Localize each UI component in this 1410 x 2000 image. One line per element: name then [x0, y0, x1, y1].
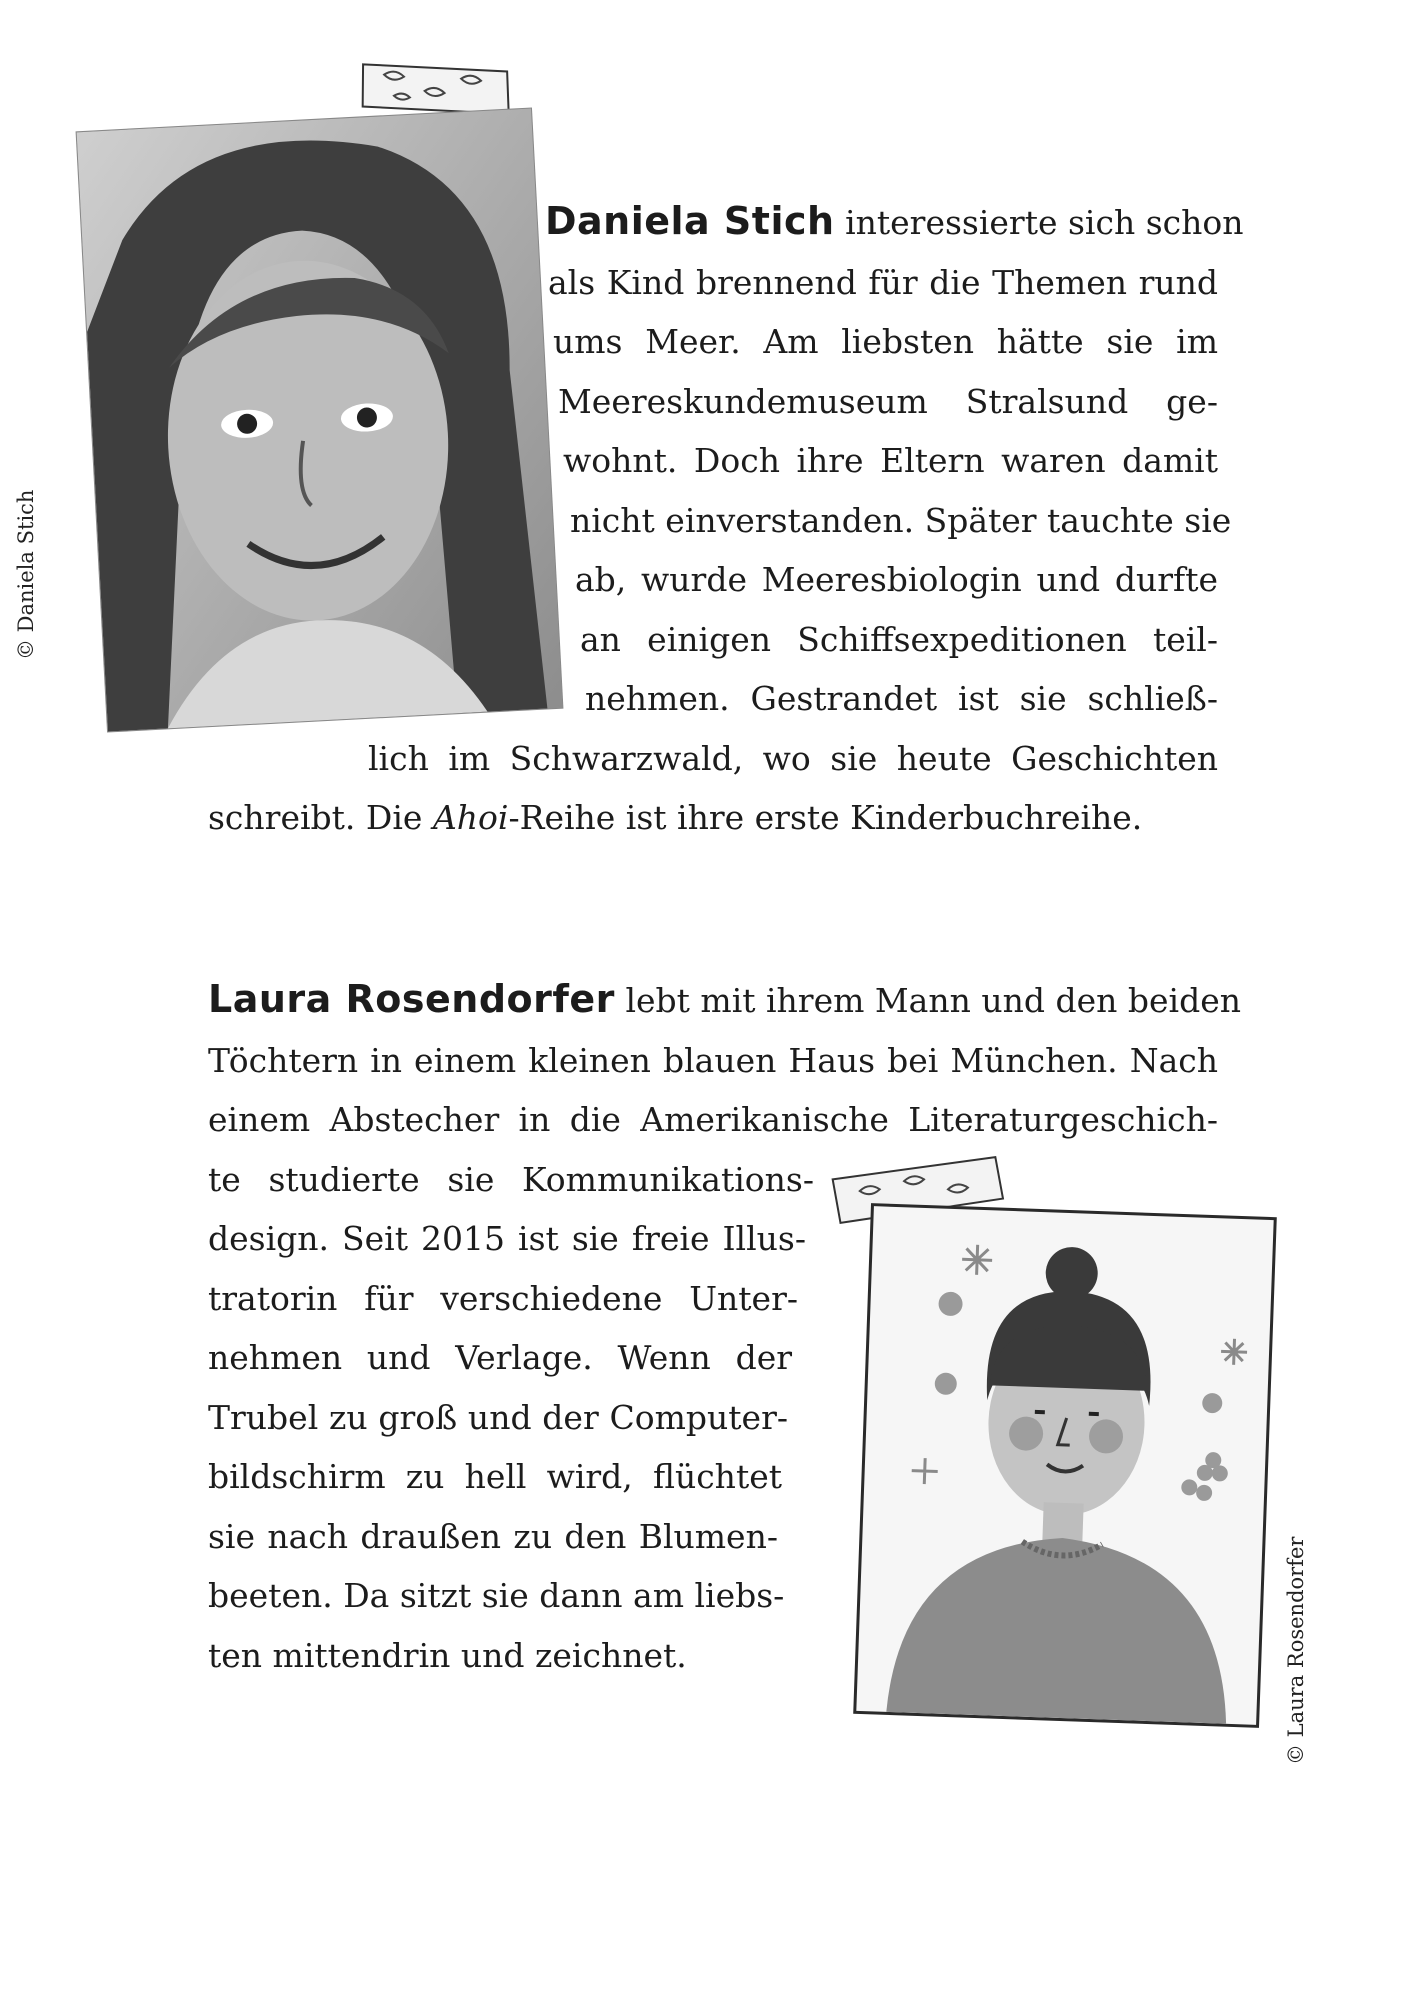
bio-line: ums Meer. Am liebsten hätte sie im [553, 322, 1218, 361]
bio-line: nicht einverstanden. Später tauchte sie [570, 500, 1232, 540]
illustrator-photo-credit: © Laura Rosendorfer [1284, 1536, 1308, 1765]
bio-line: ab, wurde Meeresbiologin und durfte [575, 560, 1218, 599]
author-name: Daniela Stich [545, 199, 835, 243]
bio-line: Laura Rosendorfer lebt mit ihrem Mann und den beiden [208, 977, 1241, 1021]
author-bio [208, 192, 1244, 848]
author-photo-credit: © Daniela Stich [14, 489, 38, 660]
illustrator-portrait-illustration [853, 1203, 1277, 1728]
bio-line: beeten. Da sitzt sie dann am liebs- [208, 1576, 785, 1615]
bio-line: Trubel zu groß und der Computer- [208, 1397, 788, 1437]
bio-line: schreibt. Die Ahoi-Reihe ist ihre erste Kinderbuchreihe. [208, 798, 1143, 837]
bio-line: als Kind brennend für die Themen rund [548, 262, 1218, 302]
bio-line: an einigen Schiffsexpeditionen teil- [580, 619, 1218, 659]
bio-line: bildschirm zu hell wird, flüchtet [208, 1457, 782, 1496]
bio-line: ten mittendrin und zeichnet. [208, 1635, 687, 1675]
bio-line: lich im Schwarzwald, wo sie heute Geschichten [368, 738, 1218, 778]
bio-line: Meereskundemuseum Stralsund ge- [558, 381, 1218, 421]
bio-line: te studierte sie Kommunikations- [208, 1159, 814, 1199]
bio-line: sie nach draußen zu den Blumen- [208, 1516, 778, 1556]
bio-line: design. Seit 2015 ist sie freie Illus- [208, 1219, 806, 1258]
bio-line: nehmen. Gestrandet ist sie schließ- [585, 679, 1218, 718]
bio-line: Töchtern in einem kleinen blauen Haus bei München. Nach [208, 1040, 1218, 1080]
drawn-portrait [856, 1206, 1273, 1725]
bio-line: tratorin für verschiedene Unter- [208, 1278, 798, 1318]
bio-line: einem Abstecher in die Amerikanische Literaturgeschich- [208, 1100, 1218, 1139]
illustrator-name: Laura Rosendorfer [208, 977, 615, 1021]
bio-line: wohnt. Doch ihre Eltern waren damit [563, 441, 1218, 480]
bio-line: nehmen und Verlage. Wenn der [208, 1338, 792, 1377]
bio-line: Daniela Stich interessierte sich schon [545, 199, 1244, 243]
